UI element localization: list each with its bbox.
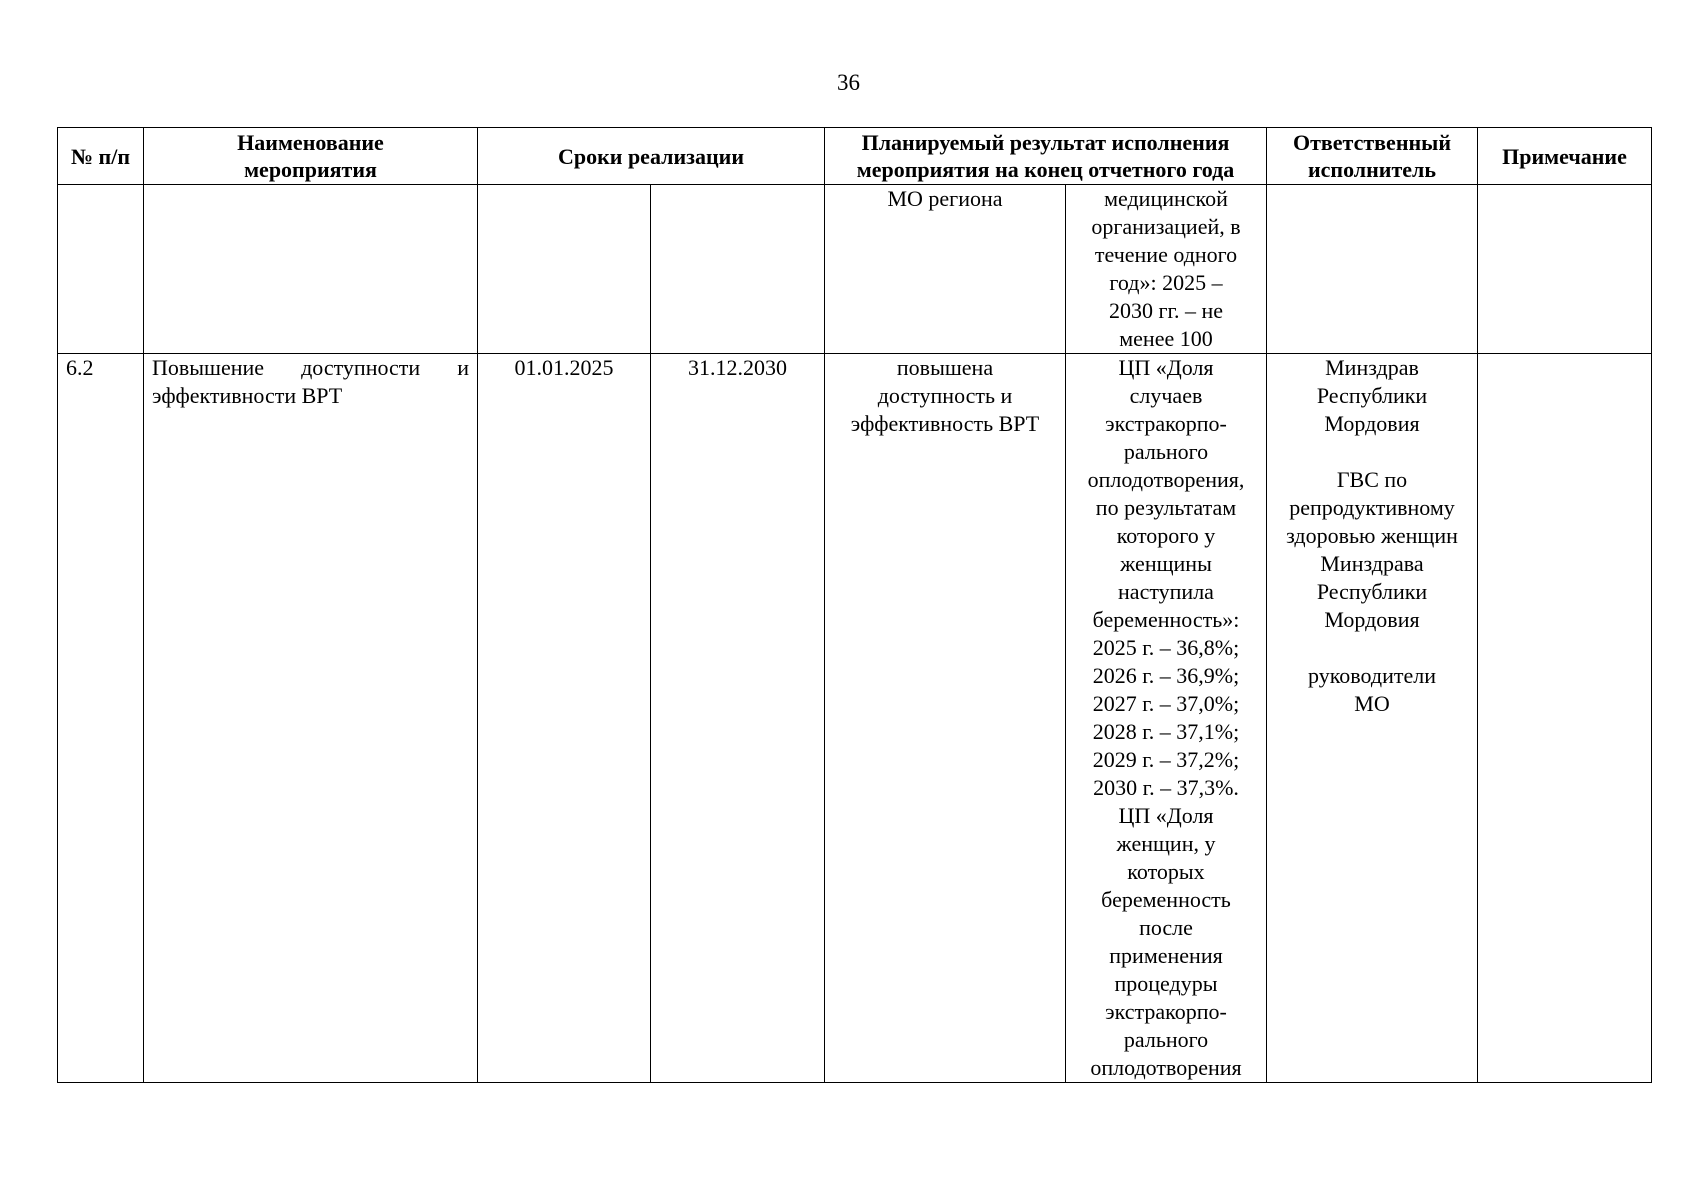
header-result-line1: Планируемый результат исполнения	[861, 130, 1230, 155]
indicator-line: год»: 2025 –	[1109, 270, 1223, 295]
header-name-line2: мероприятия	[244, 157, 377, 182]
indicator-line: применения	[1109, 943, 1223, 968]
indicator-line: наступила	[1118, 579, 1214, 604]
executor-line: здоровью женщин	[1286, 523, 1458, 548]
executor-line: Мордовия	[1324, 607, 1420, 632]
cell-num	[58, 185, 144, 354]
executor-line: репродуктивному	[1289, 495, 1455, 520]
indicator-line: которых	[1127, 859, 1205, 884]
cell-note	[1478, 185, 1652, 354]
cell-end	[651, 185, 825, 354]
indicator-line: беременность»:	[1092, 607, 1240, 632]
cell-end-date: 31.12.2030	[651, 354, 825, 1083]
executor-line: руководители	[1308, 663, 1436, 688]
cell-result: МО региона	[825, 185, 1066, 354]
indicator-line: оплодотворения	[1090, 1055, 1242, 1080]
indicator-line: оплодотворения,	[1087, 467, 1245, 492]
indicator-line: течение одного	[1094, 242, 1238, 267]
indicator-line: процедуры	[1114, 971, 1218, 996]
indicator-line: медицинской	[1104, 186, 1228, 211]
executor-line: ГВС по	[1336, 467, 1408, 492]
header-executor-line2: исполнитель	[1307, 157, 1437, 182]
executor-line: Минздрав	[1325, 355, 1419, 380]
cell-name: Повышение доступности и эффективности ВРТ	[144, 354, 478, 1083]
indicator-line: 2027 г. – 37,0%;	[1092, 691, 1240, 716]
cell-num: 6.2	[58, 354, 144, 1083]
indicator-line: экстракорпо-	[1105, 999, 1227, 1024]
cell-note	[1478, 354, 1652, 1083]
header-note: Примечание	[1478, 128, 1652, 185]
executor-spacer	[1275, 634, 1469, 662]
page-number: 36	[837, 70, 860, 95]
header-result	[825, 128, 1267, 185]
cell-name	[144, 185, 478, 354]
indicator-line: женщины	[1120, 551, 1212, 576]
cell-executor	[1267, 185, 1478, 354]
indicator-line: 2030 г. – 37,3%.	[1093, 775, 1239, 800]
indicator-line: организацией, в	[1091, 214, 1241, 239]
indicator-line: 2028 г. – 37,1%;	[1092, 719, 1240, 744]
indicator-line: которого у	[1116, 523, 1216, 548]
indicator-line: рального	[1123, 1027, 1209, 1052]
result-line: доступность и	[877, 383, 1013, 408]
cell-indicator	[1066, 354, 1267, 1083]
cell-indicator	[1066, 185, 1267, 354]
cell-start	[478, 185, 651, 354]
header-num: № п/п	[58, 128, 144, 185]
header-row	[58, 128, 1652, 185]
header-result-line2: мероприятия на конец отчетного года	[856, 157, 1235, 182]
indicator-line: экстракорпо-	[1105, 411, 1227, 436]
header-executor	[1267, 128, 1478, 185]
cell-executor	[1267, 354, 1478, 1083]
indicator-line: ЦП «Доля	[1118, 355, 1214, 380]
indicator-line: ЦП «Доля	[1118, 803, 1214, 828]
table-row-6-2	[58, 354, 1652, 1083]
cell-result	[825, 354, 1066, 1083]
header-name	[144, 128, 478, 185]
executor-line: Республики	[1316, 383, 1428, 408]
executor-line: Мордовия	[1324, 411, 1420, 436]
indicator-line: 2026 г. – 36,9%;	[1092, 663, 1240, 688]
indicator-line: женщин, у	[1116, 831, 1216, 856]
indicator-line: случаев	[1129, 383, 1203, 408]
indicator-line: беременность	[1101, 887, 1231, 912]
executor-line: Минздрава	[1320, 551, 1424, 576]
executor-spacer	[1275, 438, 1469, 466]
header-name-line1: Наименование	[237, 130, 384, 155]
indicator-line: 2030 гг. – не	[1108, 298, 1224, 323]
indicator-line: рального	[1123, 439, 1209, 464]
indicator-line: 2025 г. – 36,8%;	[1092, 635, 1240, 660]
activities-table	[57, 127, 1652, 1083]
indicator-line: 2029 г. – 37,2%;	[1092, 747, 1240, 772]
header-terms: Сроки реализации	[478, 128, 825, 185]
indicator-line: после	[1139, 915, 1193, 940]
indicator-line: по результатам	[1095, 495, 1237, 520]
indicator-line: менее 100	[1119, 326, 1213, 351]
result-line: повышена	[896, 355, 994, 380]
cell-start-date: 01.01.2025	[478, 354, 651, 1083]
executor-line: МО	[1354, 691, 1390, 716]
table-row-continued	[58, 185, 1652, 354]
executor-line: Республики	[1316, 579, 1428, 604]
result-line: эффективность ВРТ	[850, 411, 1040, 436]
header-executor-line1: Ответственный	[1292, 130, 1452, 155]
